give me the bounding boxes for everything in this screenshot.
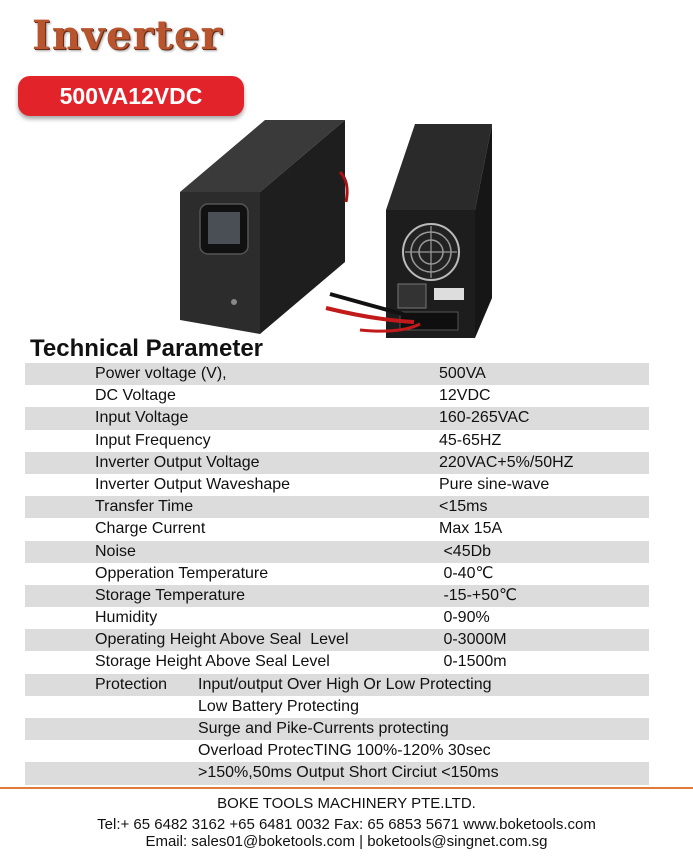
protection-row	[25, 674, 649, 696]
table-row	[25, 430, 649, 452]
protection-row	[25, 718, 649, 740]
contact-phone-fax-web: Tel:+ 65 6482 3162 +65 6481 0032 Fax: 65 6853 5671 www.boketools.com	[97, 816, 596, 833]
param-label: Humidity	[95, 609, 158, 627]
param-value: 160-265VAC	[439, 409, 530, 427]
model-badge: 500VA12VDC	[18, 76, 244, 116]
param-value: <15ms	[439, 498, 488, 516]
parameter-table	[25, 363, 649, 785]
table-row	[25, 629, 649, 651]
table-row	[25, 385, 649, 407]
table-row	[25, 541, 649, 563]
param-value: 500VA	[439, 365, 486, 382]
table-row	[25, 585, 649, 607]
param-label: Noise	[95, 542, 136, 560]
protection-row	[25, 740, 649, 762]
table-row	[25, 452, 649, 474]
param-label: Operating Height Above Seal Level	[95, 631, 349, 649]
param-value: Pure sine-wave	[439, 475, 550, 493]
protection-item: Input/output Over High Or Low Protecting	[198, 675, 492, 693]
param-label: Input Voltage	[95, 409, 189, 427]
param-label: Power voltage (V),	[95, 365, 227, 382]
param-value: 0-40℃	[439, 564, 494, 582]
param-label: Input Frequency	[95, 431, 211, 449]
table-row	[25, 607, 649, 629]
param-value: 45-65HZ	[439, 431, 502, 449]
protection-row	[25, 696, 649, 718]
table-row	[25, 651, 649, 673]
param-label: Storage Height Above Seal Level	[95, 653, 330, 671]
param-label: Opperation Temperature	[95, 564, 269, 582]
param-label: Inverter Output Waveshape	[95, 475, 291, 493]
table-row	[25, 407, 649, 429]
company-name: BOKE TOOLS MACHINERY PTE.LTD.	[217, 795, 476, 812]
param-value: 0-3000M	[439, 631, 507, 649]
protection-item: >150%,50ms Output Short Circiut <150ms	[198, 764, 499, 782]
contact-email: Email: sales01@boketools.com | boketools@singnet.com.sg	[145, 833, 548, 850]
param-label: Inverter Output Voltage	[95, 453, 260, 471]
param-value: 0-1500m	[439, 653, 507, 671]
param-label: DC Voltage	[95, 387, 176, 405]
param-value: 0-90%	[439, 609, 490, 627]
param-value: -15-+50℃	[439, 586, 518, 604]
section-heading: Technical Parameter	[30, 335, 264, 362]
product-title: Inverter	[32, 12, 223, 59]
protection-item: Overload ProtecTING 100%-120% 30sec	[198, 742, 491, 760]
inverter-front-unit	[180, 120, 347, 334]
param-value: <45Db	[439, 542, 492, 560]
param-value: 12VDC	[439, 387, 491, 405]
param-value: 220VAC+5%/50HZ	[439, 453, 574, 471]
table-row	[25, 496, 649, 518]
param-value: Max 15A	[439, 520, 503, 538]
param-label: Transfer Time	[95, 498, 194, 516]
protection-label: Protection	[95, 675, 168, 693]
footer-divider	[0, 787, 693, 789]
table-row	[25, 563, 649, 585]
param-label: Charge Current	[95, 520, 206, 538]
protection-item: Surge and Pike-Currents protecting	[198, 720, 449, 737]
table-row	[25, 518, 649, 540]
protection-row	[25, 762, 649, 784]
table-row	[25, 363, 649, 385]
inverter-product-photo	[170, 112, 510, 346]
inverter-rear-unit	[326, 124, 492, 338]
table-row	[25, 474, 649, 496]
protection-item: Low Battery Protecting	[198, 697, 359, 715]
param-label: Storage Temperature	[95, 586, 246, 604]
